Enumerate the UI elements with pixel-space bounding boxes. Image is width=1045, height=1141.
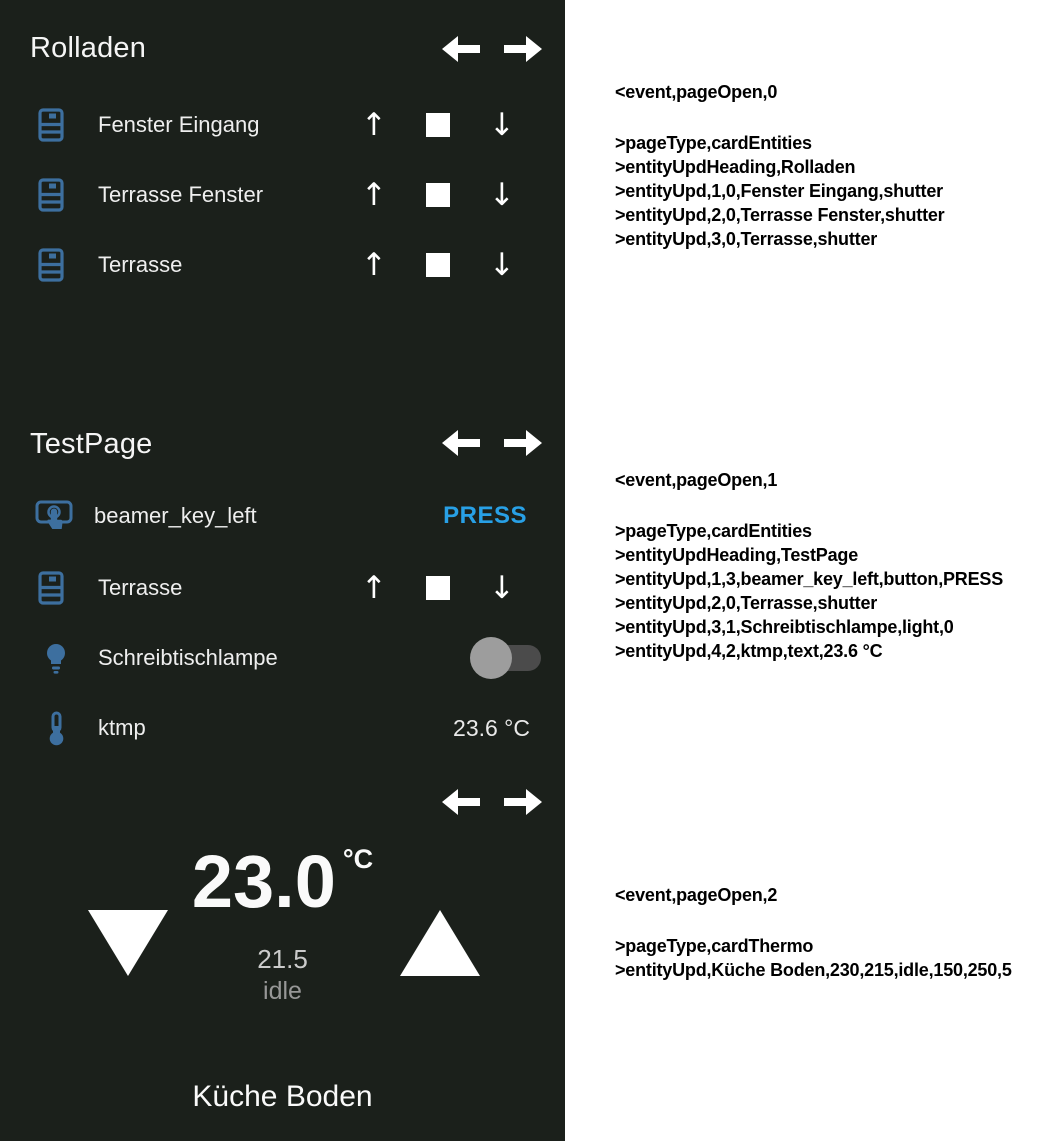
entity-row-ktmp [0, 693, 565, 763]
current-temperature [0, 840, 565, 923]
log-line: >entityUpd,1,0,Fenster Eingang,shutter [615, 181, 943, 201]
shutter-up-button[interactable] [352, 553, 396, 623]
stop-square-icon [426, 183, 450, 207]
nav-next-button[interactable] [504, 786, 544, 818]
entity-label: Terrasse [98, 575, 183, 600]
shutter-stop-button[interactable] [416, 230, 460, 300]
log-line: >entityUpd,Küche Boden,230,215,idle,150,250,5 [615, 960, 1012, 980]
serial-log-block-1 [615, 468, 1003, 663]
log-line: >entityUpd,2,0,Terrasse,shutter [615, 593, 878, 613]
shutter-up-button[interactable] [352, 230, 396, 300]
press-button[interactable]: PRESS [443, 502, 527, 529]
log-line: >entityUpdHeading,Rolladen [615, 157, 856, 177]
serial-log-block-2 [615, 883, 1012, 982]
shutter-icon [38, 90, 88, 160]
nav-prev-button[interactable] [440, 33, 480, 65]
page-heading-testpage: TestPage [30, 427, 153, 460]
shutter-down-button[interactable] [480, 230, 524, 300]
entity-row-beamer-key-left [0, 481, 565, 551]
log-event-line: <event,pageOpen,0 [615, 82, 778, 102]
right-block-arrow-icon [504, 786, 544, 818]
right-block-arrow-icon [504, 33, 544, 65]
stop-square-icon [426, 113, 450, 137]
shutter-icon [38, 230, 88, 300]
entity-label: Schreibtischlampe [98, 645, 278, 670]
log-line: >entityUpdHeading,TestPage [615, 545, 859, 565]
up-arrow-icon: ↑ [361, 569, 387, 606]
nav-next-button[interactable] [504, 33, 544, 65]
toggle-knob [470, 637, 512, 679]
nav-prev-button[interactable] [440, 786, 480, 818]
shutter-stop-button[interactable] [416, 90, 460, 160]
nav-next-button[interactable] [504, 427, 544, 459]
serial-log-block-0 [615, 80, 945, 251]
entity-row-fenster-eingang [0, 90, 565, 160]
left-block-arrow-icon [440, 427, 480, 459]
shutter-down-button[interactable] [480, 160, 524, 230]
shutter-down-button[interactable] [480, 90, 524, 160]
shutter-up-button[interactable] [352, 90, 396, 160]
up-arrow-icon: ↑ [361, 106, 387, 143]
temperature-unit: °C [342, 844, 374, 874]
entity-row-terrasse-fenster [0, 160, 565, 230]
entity-label: ktmp [98, 715, 146, 740]
down-arrow-icon: ↓ [489, 106, 515, 143]
light-toggle[interactable] [470, 637, 541, 679]
down-arrow-icon: ↓ [489, 176, 515, 213]
shutter-up-button[interactable] [352, 160, 396, 230]
nav-prev-button[interactable] [440, 427, 480, 459]
thermostat-name: Küche Boden [192, 1080, 373, 1113]
left-block-arrow-icon [440, 33, 480, 65]
right-block-arrow-icon [504, 427, 544, 459]
current-temperature-value: 23.0 [191, 840, 336, 923]
shutter-stop-button[interactable] [416, 160, 460, 230]
shutter-down-button[interactable] [480, 553, 524, 623]
shutter-icon [38, 160, 88, 230]
log-event-line: <event,pageOpen,1 [615, 470, 778, 490]
up-arrow-icon: ↑ [361, 246, 387, 283]
entity-row-terrasse [0, 553, 565, 623]
thermometer-icon [38, 693, 88, 763]
log-line: >entityUpd,4,2,ktmp,text,23.6 °C [615, 641, 883, 661]
log-event-line: <event,pageOpen,2 [615, 885, 778, 905]
entity-row-schreibtischlampe [0, 623, 565, 693]
page-heading-rolladen: Rolladen [30, 31, 147, 64]
entity-label: beamer_key_left [94, 503, 257, 528]
log-line: >entityUpd,1,3,beamer_key_left,button,PRESS [615, 569, 1004, 589]
log-line: >pageType,cardThermo [615, 936, 814, 956]
up-arrow-icon: ↑ [361, 176, 387, 213]
down-arrow-icon: ↓ [489, 246, 515, 283]
hvac-state: idle [263, 977, 302, 1005]
target-temperature: 21.5 [257, 944, 308, 974]
log-line: >pageType,cardEntities [615, 521, 812, 541]
stop-square-icon [426, 253, 450, 277]
shutter-icon [38, 553, 88, 623]
entity-label: Terrasse Fenster [98, 182, 264, 207]
gesture-tap-button-icon [34, 481, 84, 551]
stop-square-icon [426, 576, 450, 600]
log-line: >entityUpd,3,0,Terrasse,shutter [615, 229, 878, 249]
left-block-arrow-icon [440, 786, 480, 818]
lightbulb-icon [38, 623, 88, 693]
down-arrow-icon: ↓ [489, 569, 515, 606]
shutter-stop-button[interactable] [416, 553, 460, 623]
log-line: >pageType,cardEntities [615, 133, 812, 153]
log-line: >entityUpd,3,1,Schreibtischlampe,light,0 [615, 617, 954, 637]
log-line: >entityUpd,2,0,Terrasse Fenster,shutter [615, 205, 945, 225]
entity-label: Fenster Eingang [98, 112, 260, 137]
entity-label: Terrasse [98, 252, 183, 277]
entity-row-terrasse [0, 230, 565, 300]
entity-value: 23.6 °C [453, 714, 530, 741]
